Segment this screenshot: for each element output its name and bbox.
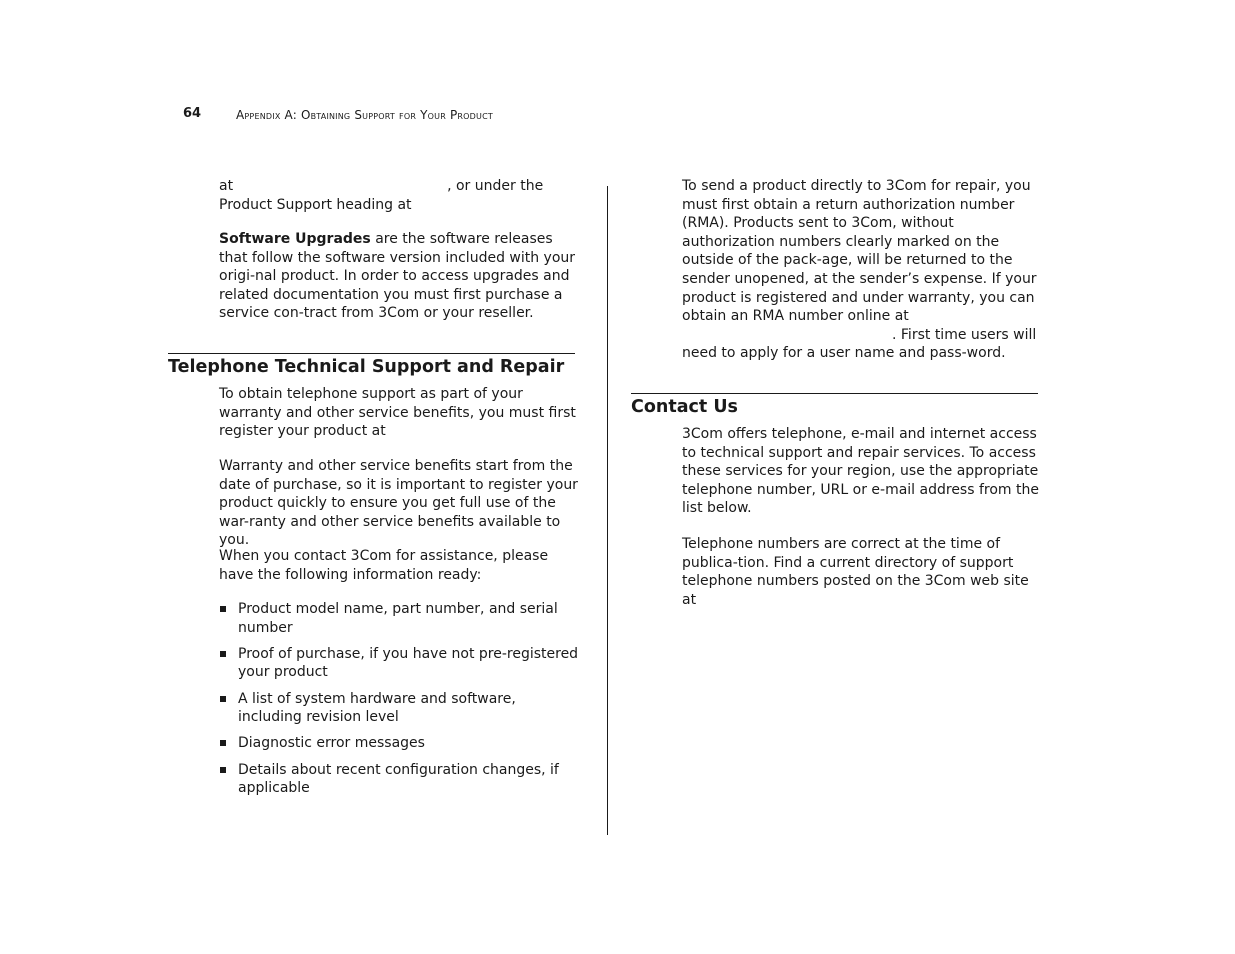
section-rule-telephone [168,353,575,354]
telephone-paragraph-2: Warranty and other service benefits start from the date of purchase, so it is important to register your product quickly to ensure you get full use of the war-ranty and other service benefits available to you. [219,458,578,549]
heading-contact-us: Contact Us [631,397,738,417]
software-upgrades-paragraph [219,230,579,323]
list-item: Proof of purchase, if you have not pre-registered your product [219,645,579,682]
required-info-list [219,600,579,805]
text-or-under: , or under the [447,178,544,194]
contact-paragraph-2: Telephone numbers are correct at the time of publica-tion. Find a current directory of support telephone numbers posted on the 3Com web site at [682,536,1029,608]
bullet-square-icon [220,740,226,746]
software-upgrades-text: are the software releases that follow the software version included with your origi-nal product. In order to access upgrades and related documentation you must first purchase a service con-tract from 3Com or your reseller. [219,231,576,322]
section-rule-contact [631,393,1038,394]
running-title: Appendix A: Obtaining Support for Your Product [236,108,493,122]
text-product-support: Product Support heading at [219,196,412,213]
list-item: A list of system hardware and software, including revision level [219,690,579,727]
heading-telephone-support: Telephone Technical Support and Repair [168,357,565,377]
continuation-paragraph [219,177,579,214]
bullet-square-icon [220,696,226,702]
bullet-square-icon [220,606,226,612]
repair-text-a: To send a product directly to 3Com for repair, you must first obtain a return authorization number (RMA). Products sent to 3Com, without authorization numbers clearly marked on the outside of the pack-age, will be returned to the sender unopened, at the sender’s expense. If your product is registered and under warranty, you can obtain an RMA number online at [682,178,1037,325]
list-item: Product model name, part number, and serial number [219,600,579,637]
telephone-paragraph-3: When you contact 3Com for assistance, please have the following information ready: [219,548,549,583]
telephone-paragraph-1: To obtain telephone support as part of your warranty and other service benefits, you must first register your product at [219,386,576,440]
software-upgrades-term: Software Upgrades [219,231,371,247]
bullet-square-icon [220,767,226,773]
list-item: Diagnostic error messages [219,734,579,753]
repair-text-b: . First time users will need to apply for a user name and pass-word. [682,326,1037,362]
column-divider [607,186,608,835]
list-item: Details about recent configuration changes, if applicable [219,761,579,798]
bullet-square-icon [220,651,226,657]
page-number: 64 [183,106,202,121]
text-at: at [219,178,234,194]
repair-paragraph [682,177,1042,363]
contact-paragraph-1: 3Com offers telephone, e-mail and internet access to technical support and repair services. To access these services for your region, use the appropriate telephone number, URL or e-mail address from the list below. [682,426,1039,517]
